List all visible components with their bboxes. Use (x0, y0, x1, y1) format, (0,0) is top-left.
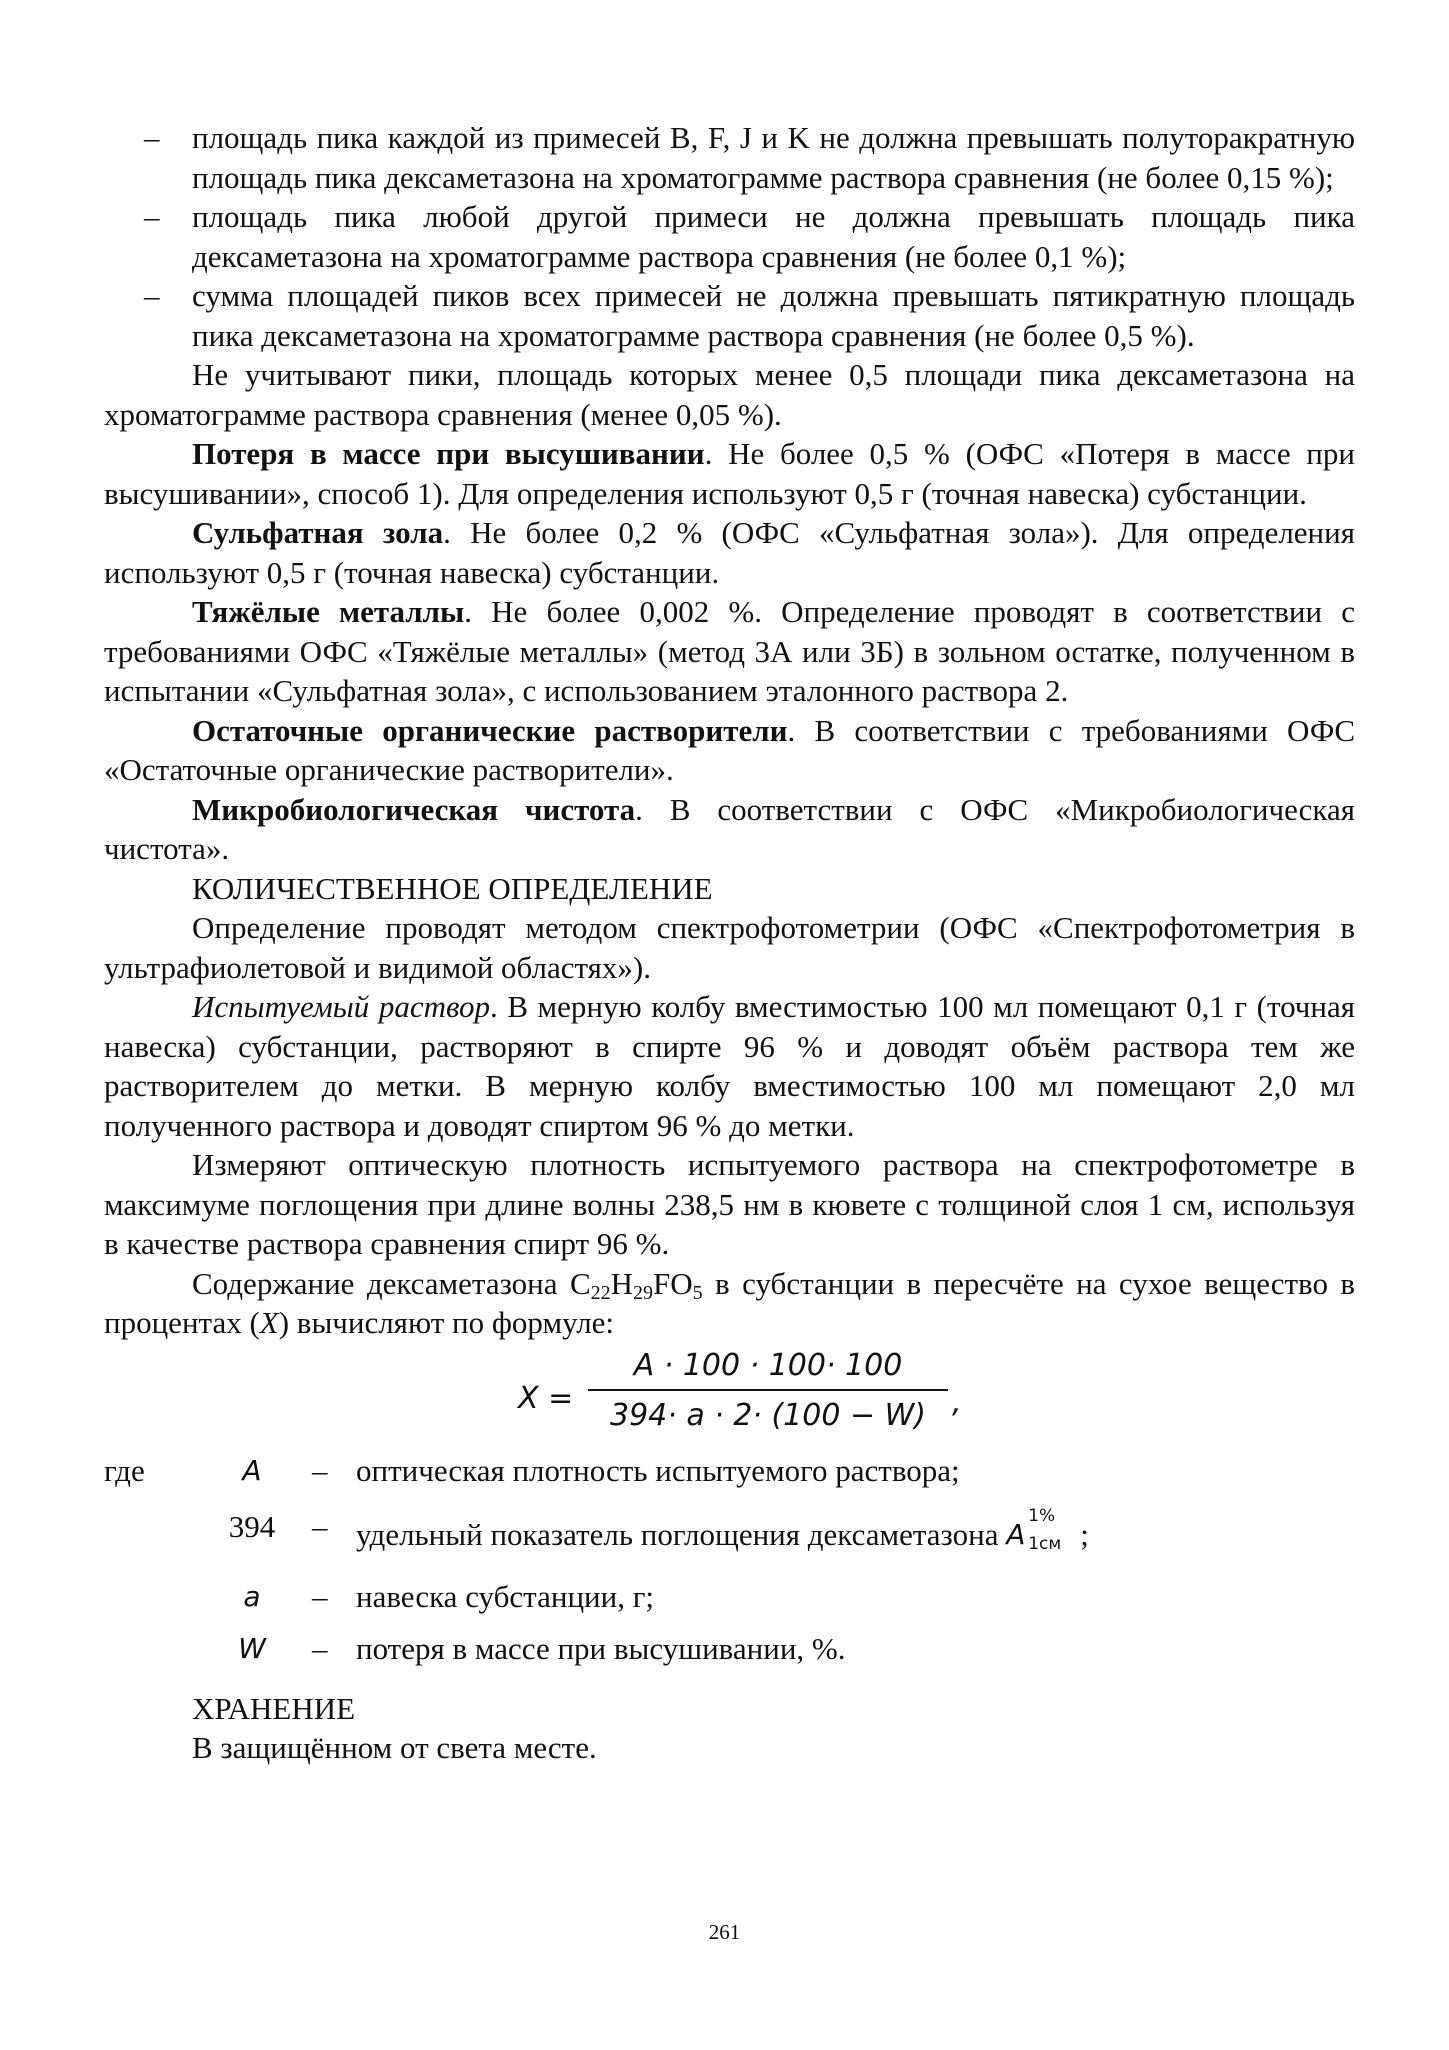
legend-dash: – (312, 1578, 328, 1614)
formula-numerator: A · 100 · 100· 100 (588, 1343, 948, 1391)
residual-solvents-paragraph: Остаточные органические растворители. В соответствии с требованиями ОФС «Остаточные органические растворители». (104, 712, 1355, 787)
list-item: – площадь пика каждой из примесей B, F, J и K не должна превышать полуторакратную площадь пика дексаметазона на хроматограмме раствора сравнения (не более 0,15 %); (144, 120, 1355, 195)
loss-on-drying-paragraph: Потеря в массе при высушивании. Не более 0,5 % (ОФС «Потеря в массе при высушивании», способ 1). Для определения используют 0,5 г (точная навеска) субстанции. (104, 436, 1355, 511)
section-title: Тяжёлые металлы (192, 594, 465, 629)
bullet-dash: – (144, 278, 160, 313)
legend-row (104, 1629, 1355, 1679)
list-item: – площадь пика любой другой примеси не должна превышать площадь пика дексаметазона на хроматограмме раствора сравнения (не более 0,1 %); (144, 199, 1355, 274)
content-paragraph: Содержание дексаметазона $C_{22}H_{29}FO_5$ в субстанции в пересчёте на сухое вещество в процентах (X) вычисляют по формуле: (104, 1265, 1355, 1340)
section-title: Остаточные органические растворители (192, 712, 788, 748)
formula-comma: , (952, 1384, 962, 1420)
storage-heading: ХРАНЕНИЕ (192, 1690, 356, 1726)
chemical-formula: $C_{22}H_{29}FO_5$ (569, 1265, 703, 1304)
legend-text: навеска субстанции, г; (356, 1578, 655, 1614)
assay-method-paragraph: Определение проводят методом спектрофотометрии (ОФС «Спектрофотометрия в ультрафиолетовой и видимой областях»). (104, 910, 1355, 985)
legend-dash: – (312, 1508, 328, 1544)
legend-text: потеря в массе при высушивании, %. (356, 1630, 846, 1666)
legend-dash: – (312, 1630, 328, 1666)
formula-denominator: 394· a · 2· (100 − W) (609, 1397, 927, 1433)
impurity-limits-list (104, 118, 1355, 355)
variable-legend (104, 1451, 1355, 1751)
assay-heading: КОЛИЧЕСТВЕННОЕ ОПРЕДЕЛЕНИЕ (192, 870, 713, 906)
legend-row (104, 1451, 1355, 1501)
legend-dash: – (312, 1452, 328, 1488)
legend-text: оптическая плотность испытуемого раствора; (356, 1452, 960, 1488)
list-item: – сумма площадей пиков всех примесей не должна превышать пятикратную площадь пика дексаметазона на хроматограмме раствора сравнения (не более 0,5 %). (144, 278, 1355, 353)
page-number: 261 (708, 1920, 741, 1944)
bullet-dash: – (144, 199, 160, 234)
formula-fraction (588, 1343, 948, 1437)
page-content (104, 118, 1355, 1768)
calculation-formula (104, 1343, 1355, 1451)
heavy-metals-paragraph: Тяжёлые металлы. Не более 0,002 %. Определение проводят в соответствии с требованиями ОФС «Тяжёлые металлы» (метод 3А или 3Б) в зольном остатке, полученном в испытании «Сульфатная зола», с использованием эталонного раствора 2. (104, 594, 1356, 708)
specific-absorbance-symbol: A 1% 1см (1006, 1505, 1062, 1554)
section-title: Сульфатная зола (192, 515, 444, 550)
legend-row (104, 1507, 1355, 1557)
section-title: Испытуемый раствор (192, 989, 491, 1024)
legend-symbol: 394 (228, 1508, 276, 1544)
bullet-dash: – (144, 120, 160, 155)
where-label: где (104, 1452, 145, 1488)
legend-symbol: A (242, 1453, 262, 1487)
microbiological-purity-paragraph: Микробиологическая чистота. В соответствии с ОФС «Микробиологическая чистота». (104, 791, 1355, 866)
section-title: Потеря в массе при высушивании (192, 436, 705, 471)
legend-symbol: a (243, 1579, 261, 1613)
section-title: Микробиологическая чистота (192, 791, 636, 827)
legend-symbol: W (238, 1631, 266, 1665)
test-solution-paragraph: Испытуемый раствор. В мерную колбу вместимостью 100 мл помещают 0,1 г (точная навеска) субстанции, растворяют в спирте 96 % и доводят объём раствора тем же растворителем до метки. В мерную колбу вместимостью 100 мл помещают 2,0 мл полученного раствора и доводят спиртом 96 % до метки. (104, 989, 1355, 1143)
storage-text: В защищённом от света месте. (192, 1730, 597, 1765)
disregard-paragraph: Не учитывают пики, площадь которых менее 0,5 площади пика дексаметазона на хроматограмме раствора сравнения (менее 0,05 %). (104, 357, 1355, 432)
formula-lhs: X = (518, 1380, 574, 1416)
legend-row (104, 1577, 1355, 1627)
legend-text: удельный показатель поглощения дексаметазона A 1% 1см ; (356, 1505, 1089, 1554)
measurement-paragraph: Измеряют оптическую плотность испытуемого раствора на спектрофотометре в максимуме поглощения при длине волны 238,5 нм в кювете с толщиной слоя 1 см, используя в качестве раствора сравнения спирт 96 %. (104, 1147, 1355, 1261)
sulfated-ash-paragraph: Сульфатная зола. Не более 0,2 % (ОФС «Сульфатная зола»). Для определения используют 0,5 г (точная навеска) субстанции. (104, 515, 1355, 590)
